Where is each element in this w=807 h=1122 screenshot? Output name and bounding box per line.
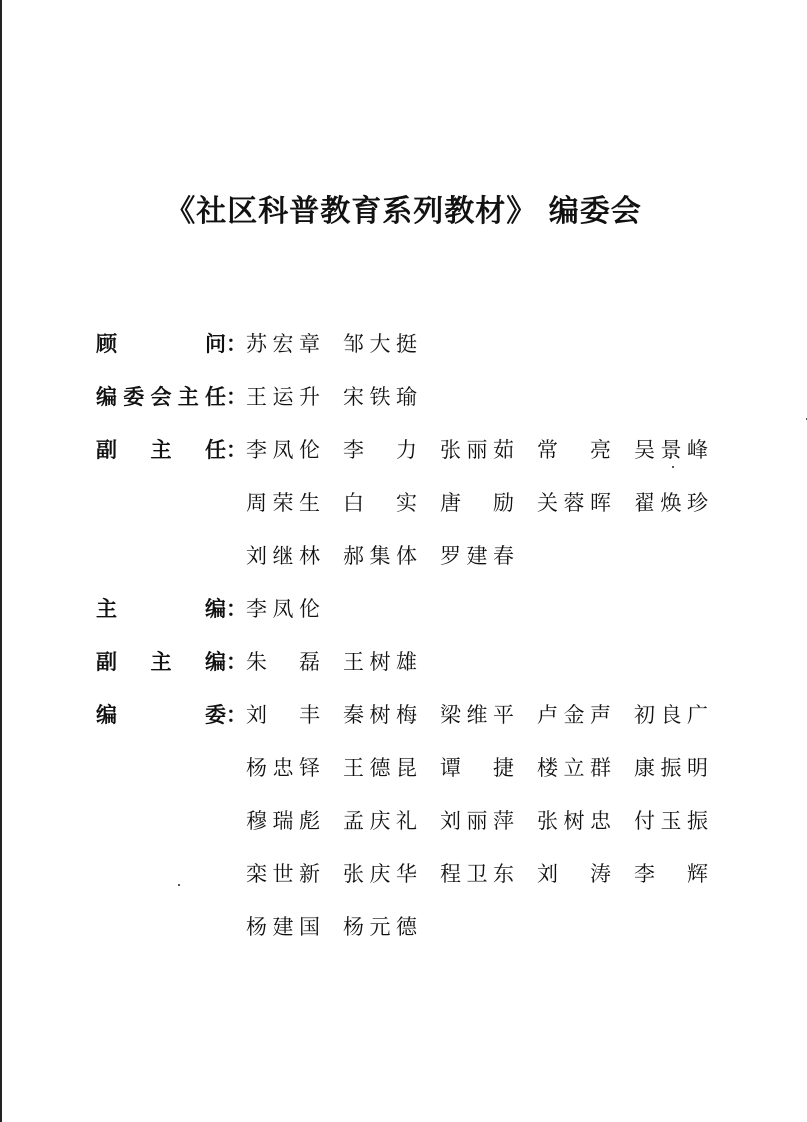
role-label: 编 委 [96,703,226,727]
member-name: 王 德 昆 [343,756,417,780]
scan-speck [178,884,180,886]
member-name: 李 辉 [634,862,708,886]
member-name: 宋 铁 瑜 [343,385,417,409]
member-name: 孟 庆 礼 [343,809,417,833]
member-names [246,644,708,680]
role-label: 副 主 任 [96,438,226,462]
member-name: 梁 维 平 [440,703,514,727]
member-name: 周 荣 生 [246,491,320,515]
member-name: 秦 树 梅 [343,703,417,727]
member-name: 程 卫 东 [440,862,514,886]
role-colon: ： [226,385,247,409]
member-name: 栾 世 新 [246,862,320,886]
role-label: 顾 问 [96,332,226,356]
member-name: 吴 景 峰 [634,438,708,462]
member-name: 李 凤 伦 [246,597,320,621]
member-name: 初 良 广 [634,703,708,727]
role-colon: ： [226,650,247,674]
role-colon: ： [226,438,247,462]
board-row [96,432,796,574]
member-name: 杨 忠 铎 [246,756,320,780]
member-name: 刘 继 林 [246,544,320,568]
member-name: 张 庆 华 [343,862,417,886]
member-name: 卢 金 声 [537,703,611,727]
member-name: 常 亮 [537,438,611,462]
member-name: 刘 丽 萍 [440,809,514,833]
member-name: 李 力 [343,438,417,462]
member-name: 苏 宏 章 [246,332,320,356]
member-name: 郝 集 体 [343,544,417,568]
member-name: 李 凤 伦 [246,438,320,462]
member-names [246,379,708,415]
member-name: 王 运 升 [246,385,320,409]
member-names [246,326,708,362]
scan-speck [672,466,674,468]
board-row [96,697,796,945]
role-label: 副 主 编 [96,650,226,674]
member-name: 朱 磊 [246,650,320,674]
member-name: 付 玉 振 [634,809,708,833]
page-title: 《社区科普教育系列教材》 编委会 [165,194,642,229]
member-name: 关 蓉 晖 [537,491,611,515]
member-name: 唐 励 [440,491,514,515]
member-name: 张 丽 茹 [440,438,514,462]
member-name: 张 树 忠 [537,809,611,833]
role-colon: ： [226,703,247,727]
member-name: 康 振 明 [634,756,708,780]
page-edge-line [0,0,2,1122]
role-label: 主 编 [96,597,226,621]
member-name: 邹 大 挺 [343,332,417,356]
member-name: 罗 建 春 [440,544,514,568]
member-names [246,697,708,945]
role-colon: ： [226,597,247,621]
member-name: 白 实 [343,491,417,515]
editorial-board-list [96,326,796,962]
member-names [246,591,708,627]
member-name: 楼 立 群 [537,756,611,780]
role-label: 编 委 会 主 任 [96,385,226,409]
board-row [96,644,796,680]
member-name: 刘 涛 [537,862,611,886]
board-row [96,326,796,362]
member-name: 穆 瑞 彪 [246,809,320,833]
member-name: 翟 焕 珍 [634,491,708,515]
member-name: 杨 元 德 [343,915,417,939]
member-name: 杨 建 国 [246,915,320,939]
member-name: 谭 捷 [440,756,514,780]
member-name: 刘 丰 [246,703,320,727]
role-colon: ： [226,332,247,356]
board-row [96,591,796,627]
board-row [96,379,796,415]
member-names [246,432,708,574]
member-name: 王 树 雄 [343,650,417,674]
